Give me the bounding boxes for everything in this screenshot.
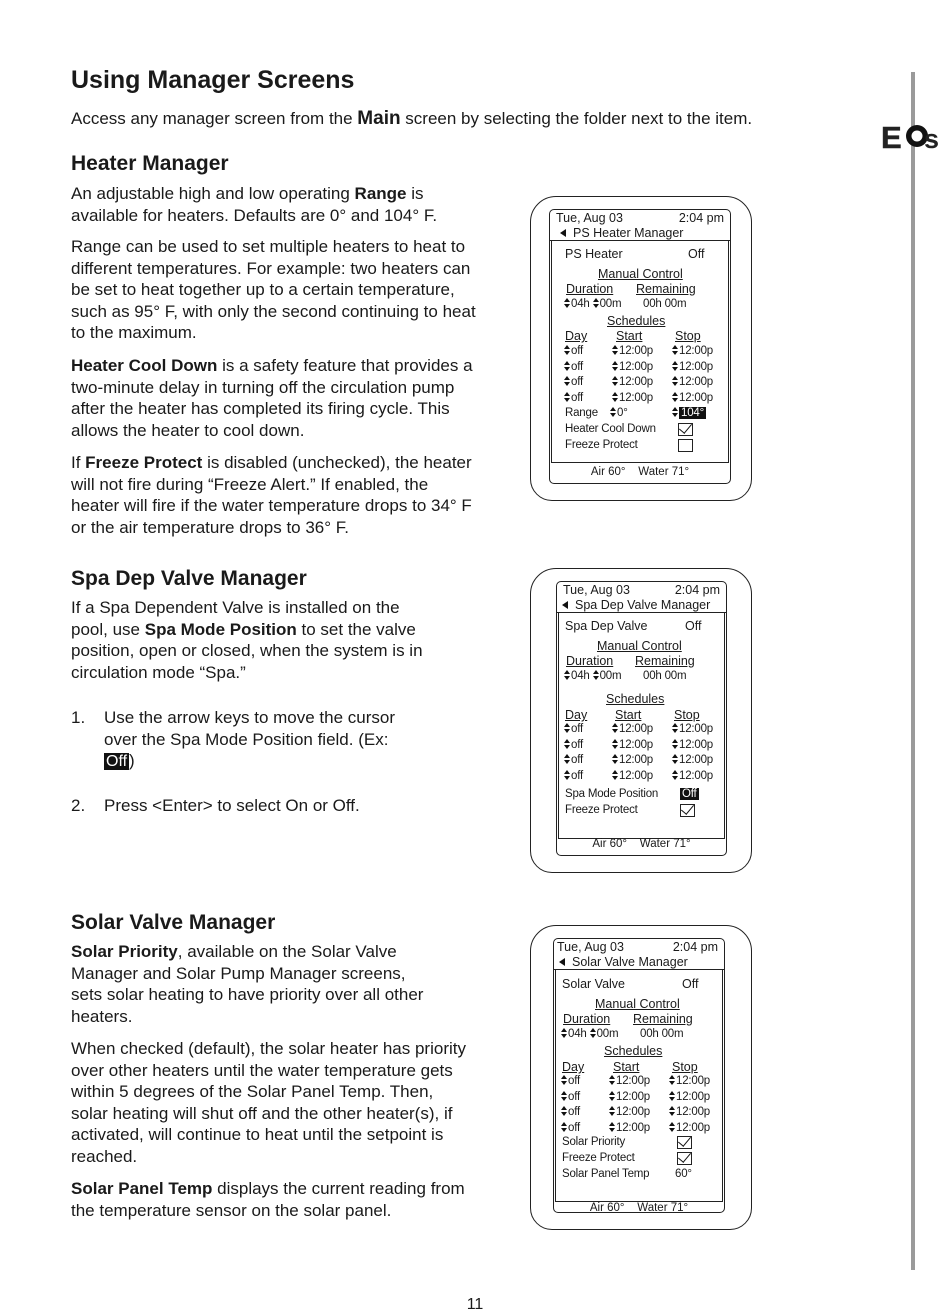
schedule-start-text: 12:00p xyxy=(616,1090,650,1103)
schedule-stop-text: 12:00p xyxy=(679,360,713,373)
schedule-start[interactable] xyxy=(612,770,653,782)
up-down-arrows-icon xyxy=(672,770,678,780)
off-highlight: Off xyxy=(106,753,128,771)
cool-down-label: Heater Cool Down xyxy=(565,423,656,435)
schedule-stop[interactable] xyxy=(672,739,713,751)
schedule-stop-text: 12:00p xyxy=(679,376,713,388)
schedule-start-text: 12:00p xyxy=(619,345,653,357)
schedule-day-text: off xyxy=(568,1106,580,1118)
up-down-arrows-icon xyxy=(672,739,678,749)
schedule-start-text: 12:00p xyxy=(616,1121,650,1134)
schedule-day[interactable] xyxy=(564,361,583,373)
duration-label: Duration xyxy=(566,282,614,296)
schedule-day-text: off xyxy=(571,391,583,404)
schedule-day[interactable] xyxy=(564,376,583,388)
schedule-start[interactable] xyxy=(609,1122,650,1134)
schedule-stop-text: 12:00p xyxy=(679,754,713,766)
schedule-stop[interactable] xyxy=(669,1106,710,1118)
up-down-arrows-icon xyxy=(561,1091,567,1101)
remaining-value: 00h 00m xyxy=(643,670,687,682)
schedule-start[interactable] xyxy=(609,1091,650,1103)
schedule-start-text: 12:00p xyxy=(619,754,653,766)
time-label: 2:04 pm xyxy=(678,211,724,225)
schedule-stop[interactable] xyxy=(672,770,713,782)
freeze-protect-label: Freeze Protect xyxy=(565,804,638,816)
stop-header: Stop xyxy=(674,708,700,722)
time-label: 2:04 pm xyxy=(674,583,720,597)
range-label: Range xyxy=(565,407,598,419)
range-high[interactable]: 104° xyxy=(672,407,706,419)
up-down-arrows-icon xyxy=(609,1106,615,1116)
schedule-start[interactable] xyxy=(612,392,653,404)
up-down-arrows-icon xyxy=(612,754,618,764)
heater-para-2: Range can be used to set multiple heaters to heat to different temperatures. For example: two heaters can be set to heat together up to a certain temperature, such as 95° F, with only the second continuing to heat to the maximum. xyxy=(71,237,476,343)
heater-screen xyxy=(549,209,731,484)
screen-footer xyxy=(554,1202,724,1214)
solar-para-1: Solar Priority, available on the Solar Valve Manager and Solar Pump Manager screens, sets solar heating to have priority over all other heaters. xyxy=(71,942,424,1026)
day-header: Day xyxy=(562,1060,585,1074)
schedule-start-text: 12:00p xyxy=(619,723,653,735)
page-title: Using Manager Screens xyxy=(71,66,355,94)
up-down-arrows-icon xyxy=(672,754,678,764)
device-name: Solar Valve xyxy=(562,977,625,991)
device-state[interactable]: Off xyxy=(688,247,705,261)
up-down-arrows-icon xyxy=(609,1122,615,1132)
freeze-protect-label: Freeze Protect xyxy=(565,439,638,451)
solar-panel-temp-value: 60° xyxy=(675,1168,692,1180)
up-down-arrows-icon xyxy=(610,407,616,417)
spa-mode-label: Spa Mode Position xyxy=(565,788,659,800)
date-label: Tue, Aug 03 xyxy=(556,211,623,225)
up-down-arrows-icon xyxy=(561,1122,567,1132)
schedule-day[interactable] xyxy=(564,770,583,782)
start-header: Start xyxy=(613,1060,640,1074)
schedules-label: Schedules xyxy=(604,1044,663,1058)
up-down-arrows-icon xyxy=(593,298,599,308)
range-low[interactable]: 0° xyxy=(610,407,628,419)
spa-heading: Spa Dep Valve Manager xyxy=(71,567,307,590)
schedule-day-text: off xyxy=(568,1075,580,1087)
remaining-label: Remaining xyxy=(633,1012,693,1026)
svg-text:E: E xyxy=(881,120,902,155)
checkbox-checked-icon xyxy=(677,1152,692,1165)
solar-panel-temp-label: Solar Panel Temp xyxy=(562,1168,650,1180)
up-down-arrows-icon xyxy=(564,670,570,680)
back-arrow-icon[interactable] xyxy=(562,601,568,609)
schedule-start[interactable] xyxy=(612,754,653,766)
schedule-day-text: off xyxy=(571,738,583,751)
schedule-day[interactable] xyxy=(561,1122,580,1134)
solar-para-2: When checked (default), the solar heater has priority over other heaters until the water temperature gets within 5 degrees of the Solar Panel Temp. Then, solar heating will shut off and the other heater(s), if activated, will continue to heat until the setpoint is reached. xyxy=(71,1039,466,1166)
device-state[interactable]: Off xyxy=(685,619,702,633)
spa-panel xyxy=(558,613,725,839)
intro-text: Access any manager screen from the Main screen by selecting the folder next to the item. xyxy=(71,108,753,129)
schedule-day[interactable] xyxy=(561,1106,580,1118)
eos-logo xyxy=(880,118,946,158)
heater-panel xyxy=(551,241,729,463)
up-down-arrows-icon xyxy=(612,739,618,749)
spa-screen xyxy=(556,581,727,856)
up-down-arrows-icon xyxy=(564,345,570,355)
solar-priority-checkbox[interactable] xyxy=(677,1136,692,1150)
schedule-start[interactable] xyxy=(612,723,653,735)
stop-header: Stop xyxy=(672,1060,698,1074)
schedule-stop-text: 12:00p xyxy=(679,345,713,357)
freeze-protect-checkbox[interactable] xyxy=(678,439,693,453)
schedule-stop-text: 12:00p xyxy=(676,1090,710,1103)
up-down-arrows-icon xyxy=(564,361,570,371)
remaining-label: Remaining xyxy=(635,654,695,668)
device-name: Spa Dep Valve xyxy=(565,619,648,633)
solar-panel xyxy=(555,970,723,1202)
schedule-day[interactable] xyxy=(564,739,583,751)
freeze-protect-label: Freeze Protect xyxy=(562,1152,635,1164)
duration-value[interactable]: 04h 00m xyxy=(564,670,621,682)
remaining-label: Remaining xyxy=(636,282,696,296)
water-temp: Water 71° xyxy=(638,466,690,478)
spa-steps xyxy=(71,707,404,816)
date-label: Tue, Aug 03 xyxy=(563,583,630,597)
schedule-day[interactable] xyxy=(561,1075,580,1087)
up-down-arrows-icon xyxy=(612,376,618,386)
schedule-stop[interactable] xyxy=(669,1122,710,1134)
screen-footer xyxy=(550,466,730,478)
schedule-stop[interactable] xyxy=(672,376,713,388)
up-down-arrows-icon xyxy=(612,770,618,780)
device-state[interactable]: Off xyxy=(682,977,699,991)
manual-control-label: Manual Control xyxy=(597,639,682,653)
schedule-day[interactable] xyxy=(561,1091,580,1103)
heater-manager-device xyxy=(530,196,752,501)
screen-header xyxy=(557,582,726,613)
up-down-arrows-icon xyxy=(609,1091,615,1101)
checkbox-checked-icon xyxy=(678,423,693,436)
schedule-stop[interactable] xyxy=(669,1091,710,1103)
heater-heading: Heater Manager xyxy=(71,152,229,175)
up-down-arrows-icon xyxy=(669,1122,675,1132)
schedule-stop[interactable] xyxy=(669,1075,710,1087)
duration-label: Duration xyxy=(563,1012,611,1026)
screen-footer xyxy=(557,838,726,850)
screen-header xyxy=(550,210,730,241)
solar-screen xyxy=(553,938,725,1213)
spa-para-1: If a Spa Dependent Valve is installed on the pool, use Spa Mode Position to set the valve position, open or closed, when the system is in circulation mode “Spa.” xyxy=(71,598,423,682)
up-down-arrows-icon xyxy=(564,392,570,402)
up-down-arrows-icon xyxy=(593,670,599,680)
duration-label: Duration xyxy=(566,654,614,668)
up-down-arrows-icon xyxy=(669,1075,675,1085)
schedule-day-text: off xyxy=(571,345,583,357)
schedule-start-text: 12:00p xyxy=(616,1075,650,1087)
schedule-start-text: 12:00p xyxy=(619,360,653,373)
step-2: 2. Press <Enter> to select On or Off. xyxy=(71,795,360,815)
manual-control-label: Manual Control xyxy=(598,267,683,281)
checkbox-checked-icon xyxy=(680,804,695,817)
air-temp: Air 60° xyxy=(589,1202,625,1214)
screen-header xyxy=(554,939,724,970)
up-down-arrows-icon xyxy=(612,392,618,402)
cool-down-checkbox[interactable] xyxy=(678,423,693,437)
up-down-arrows-icon xyxy=(672,376,678,386)
back-arrow-icon[interactable] xyxy=(559,958,565,966)
schedule-stop-text: 12:00p xyxy=(679,769,713,782)
up-down-arrows-icon xyxy=(561,1075,567,1085)
schedule-stop[interactable] xyxy=(672,754,713,766)
up-down-arrows-icon xyxy=(672,392,678,402)
schedule-day-text: off xyxy=(568,1090,580,1103)
air-temp: Air 60° xyxy=(590,466,626,478)
remaining-value: 00h 00m xyxy=(640,1028,684,1040)
schedule-start[interactable] xyxy=(612,739,653,751)
schedule-stop-text: 12:00p xyxy=(679,738,713,751)
water-temp: Water 71° xyxy=(639,838,691,850)
checkbox-checked-icon xyxy=(677,1136,692,1149)
solar-manager-device xyxy=(530,925,752,1230)
schedule-start[interactable] xyxy=(612,361,653,373)
schedule-stop-text: 12:00p xyxy=(676,1075,710,1087)
device-name: PS Heater xyxy=(565,247,623,261)
spa-mode-field[interactable]: Off xyxy=(682,788,697,800)
schedule-start[interactable] xyxy=(612,345,653,357)
schedule-start-text: 12:00p xyxy=(619,769,653,782)
schedule-start[interactable] xyxy=(612,376,653,388)
schedule-start[interactable] xyxy=(609,1075,650,1087)
up-down-arrows-icon xyxy=(561,1028,567,1038)
screen-title[interactable]: PS Heater Manager xyxy=(560,226,683,240)
start-header: Start xyxy=(616,329,643,343)
up-down-arrows-icon xyxy=(612,723,618,733)
heater-para-3: Heater Cool Down is a safety feature that provides a two-minute delay in turning off the circulation pump after the heater has completed its firing cycle. This allows the heater to cool down. xyxy=(71,356,473,440)
schedule-start-text: 12:00p xyxy=(619,391,653,404)
air-temp: Air 60° xyxy=(592,838,627,850)
screen-title[interactable]: Spa Dep Valve Manager xyxy=(562,598,710,612)
up-down-arrows-icon xyxy=(564,376,570,386)
step-1: 1. Use the arrow keys to move the cursor over the Spa Mode Position field. (Ex: Off ) xyxy=(71,708,396,771)
back-arrow-icon[interactable] xyxy=(560,229,566,237)
schedule-stop-text: 12:00p xyxy=(679,723,713,735)
up-down-arrows-icon xyxy=(564,298,570,308)
solar-priority-label: Solar Priority xyxy=(562,1136,626,1148)
schedule-stop-text: 12:00p xyxy=(676,1121,710,1134)
up-down-arrows-icon xyxy=(672,345,678,355)
schedule-stop[interactable] xyxy=(672,392,713,404)
schedules-label: Schedules xyxy=(607,314,666,328)
spa-manager-device xyxy=(530,568,752,873)
up-down-arrows-icon xyxy=(669,1106,675,1116)
schedule-stop[interactable] xyxy=(672,361,713,373)
schedule-day-text: off xyxy=(571,360,583,373)
up-down-arrows-icon xyxy=(672,407,678,417)
side-rule xyxy=(911,72,915,1270)
schedule-day-text: off xyxy=(568,1121,580,1134)
schedule-start-text: 12:00p xyxy=(619,376,653,388)
up-down-arrows-icon xyxy=(672,723,678,733)
up-down-arrows-icon xyxy=(590,1028,596,1038)
up-down-arrows-icon xyxy=(669,1091,675,1101)
heater-para-4: If Freeze Protect is disabled (unchecked), the heater will not fire during “Freeze Alert.” If enabled, the heater will fire if the water temperature drops to 34° F or the air temperature drops to 36° F. xyxy=(71,453,472,537)
manual-control-label: Manual Control xyxy=(595,997,680,1011)
page-number: 11 xyxy=(466,1296,484,1313)
schedule-start-text: 12:00p xyxy=(619,738,653,751)
up-down-arrows-icon xyxy=(612,345,618,355)
start-header: Start xyxy=(615,708,642,722)
remaining-value: 00h 00m xyxy=(643,298,687,310)
up-down-arrows-icon xyxy=(561,1106,567,1116)
schedule-day-text: off xyxy=(571,754,583,766)
duration-value[interactable]: 04h 00m xyxy=(561,1028,618,1040)
schedule-start-text: 12:00p xyxy=(616,1106,650,1118)
water-temp: Water 71° xyxy=(637,1202,689,1214)
schedule-day-text: off xyxy=(571,769,583,782)
solar-heading: Solar Valve Manager xyxy=(71,911,276,934)
schedule-day-text: off xyxy=(571,723,583,735)
freeze-protect-checkbox[interactable] xyxy=(677,1152,692,1166)
checkbox-empty-icon xyxy=(678,439,693,452)
schedule-day-text: off xyxy=(571,376,583,388)
up-down-arrows-icon xyxy=(612,361,618,371)
up-down-arrows-icon xyxy=(564,739,570,749)
day-header: Day xyxy=(565,708,588,722)
freeze-protect-checkbox[interactable] xyxy=(680,804,695,818)
schedule-day[interactable] xyxy=(564,723,583,735)
date-label: Tue, Aug 03 xyxy=(557,940,624,954)
up-down-arrows-icon xyxy=(609,1075,615,1085)
up-down-arrows-icon xyxy=(672,361,678,371)
stop-header: Stop xyxy=(675,329,701,343)
up-down-arrows-icon xyxy=(564,770,570,780)
schedule-stop-text: 12:00p xyxy=(676,1106,710,1118)
schedule-day[interactable] xyxy=(564,754,583,766)
duration-value[interactable]: 04h 00m xyxy=(564,298,621,310)
screen-title[interactable]: Solar Valve Manager xyxy=(559,955,688,969)
heater-para-1: An adjustable high and low operating Range is available for heaters. Defaults are 0° and 104° F. xyxy=(71,184,438,225)
schedule-day[interactable] xyxy=(564,392,583,404)
schedule-day[interactable] xyxy=(564,345,583,357)
solar-para-3: Solar Panel Temp displays the current reading from the temperature sensor on the solar panel. xyxy=(71,1179,465,1220)
schedule-stop[interactable] xyxy=(672,723,713,735)
up-down-arrows-icon xyxy=(564,754,570,764)
svg-text:s: s xyxy=(924,124,940,154)
schedule-stop-text: 12:00p xyxy=(679,391,713,404)
schedule-stop[interactable] xyxy=(672,345,713,357)
up-down-arrows-icon xyxy=(564,723,570,733)
schedules-label: Schedules xyxy=(606,692,665,706)
day-header: Day xyxy=(565,329,588,343)
schedule-start[interactable] xyxy=(609,1106,650,1118)
time-label: 2:04 pm xyxy=(672,940,718,954)
